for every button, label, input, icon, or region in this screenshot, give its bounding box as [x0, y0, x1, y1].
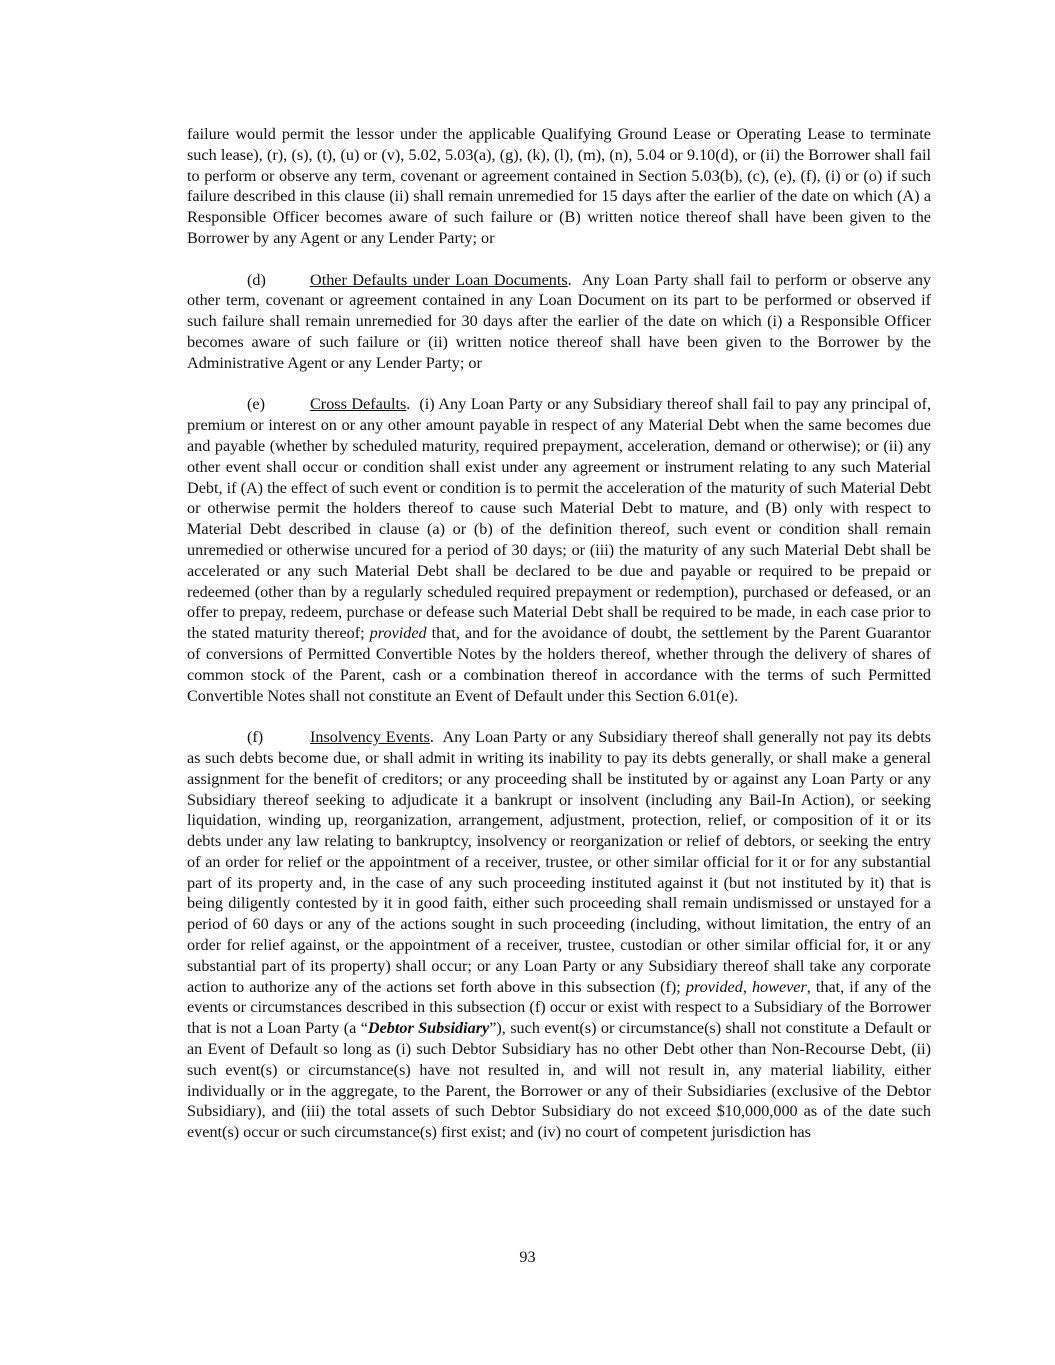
document-body	[187, 124, 931, 1164]
section-heading: Insolvency Events	[310, 728, 430, 747]
paragraph-text: that, and for the avoidance of doubt, the settlement by the Parent Guarantor of conversions of Permitted Convertible Notes by the holders thereof, whether through the delivery of shares of common stock of the Parent, cash or a combination thereof in accordance with the terms of such Permitted Convertible Notes shall not constitute an Event of Default under this Section 6.01(e).	[187, 624, 931, 705]
italic-term: provided	[369, 624, 427, 643]
punctuation: ,	[742, 977, 747, 996]
page-number: 93	[519, 1248, 536, 1266]
section-heading: Cross Defaults	[310, 395, 407, 414]
paragraph-text: ”), such event(s) or circumstance(s) shall not constitute a Default or an Event of Default so long as (i) such Debtor Subsidiary has no other Debt other than Non-Recourse Debt, (ii) such event(s) or circumstance(s) have not resulted in, and will not result in, any material liability, either individually or in the aggregate, to the Parent, the Borrower or any of their Subsidiaries (exclusive of the Debtor Subsidiary), and (iii) the total assets of such Debtor Subsidiary do not exceed $10,000,000 as of the date such event(s) occur or such circumstance(s) first exist; and (iv) no court of competent jurisdiction has	[187, 1019, 931, 1142]
paragraph-text: Any Loan Party or any Subsidiary thereof shall generally not pay its debts as such debts become due, or shall admit in writing its inability to pay its debts generally, or shall make a general assignment for the benefit of creditors; or any proceeding shall be instituted by or against any Loan Party or any Subsidiary thereof seeking to adjudicate it a bankrupt or insolvent (including any Bail-In Action), or seeking liquidation, winding up, reorganization, arrangement, adjustment, protection, relief, or composition of it or its debts under any law relating to bankruptcy, insolvency or reorganization or relief of debtors, or seeking the entry of an order for relief or the appointment of a receiver, trustee, or other similar official for it or for any substantial part of its property and, in the case of any such proceeding instituted against it (but not instituted by it) that is being diligently contested by it in good faith, either such proceeding shall remain undismissed or unstayed for a period of 60 days or any of the actions sought in such proceeding (including, without limitation, the entry of an order for relief against, or the appointment of a receiver, trustee, custodian or other similar official for, it or any substantial part of its property) shall occur; or any Loan Party or any Subsidiary thereof shall take any corporate action to authorize any of the actions set forth above in this subsection (f);	[187, 728, 932, 996]
section-heading: Other Defaults under Loan Documents	[310, 270, 568, 289]
italic-term: however	[751, 977, 807, 996]
paragraph-text: failure would permit the lessor under the applicable Qualifying Ground Lease or Operating Lease to terminate such lease), (r), (s), (t), (u) or (v), 5.02, 5.03(a), (g), (k), (l), (m), (n), 5.04 or 9.10(d), or (ii) the Borrower shall fail to perform or observe any term, covenant or agreement contained in Section 5.03(b), (c), (e), (f), (i) or (o) if such failure described in this clause (ii) shall remain unremedied for 15 days after the earlier of the date on which (A) a Responsible Officer becomes aware of such failure or (B) written notice thereof shall have been given to the Borrower by any Agent or any Lender Party; or	[187, 125, 931, 247]
paragraph-f: (f) Insolvency Events. Any Loan Party or any Subsidiary thereof shall generally not pay its debts as such debts become due, or shall admit in writing its inability to pay its debts generally, or shall make a general assignment for the benefit of creditors; or any proceeding shall be instituted by or against any Loan Party or any Subsidiary thereof seeking to adjudicate it a bankrupt or insolvent (including any Bail-In Action), or seeking liquidation, winding up, reorganization, arrangement, adjustment, protection, relief, or composition of it or its debts under any law relating to bankruptcy, insolvency or reorganization or relief of debtors, or seeking the entry of an order for relief or the appointment of a receiver, trustee, or other similar official for it or for any substantial part of its property and, in the case of any such proceeding instituted against it (but not instituted by it) that is being diligently contested by it in good faith, either such proceeding shall remain undismissed or unstayed for a period of 60 days or any of the actions sought in such proceeding (including, without limitation, the entry of an order for relief against, or the appointment of a receiver, trustee, custodian or other similar official for, it or any substantial part of its property) shall occur; or any Loan Party or any Subsidiary thereof shall take any corporate action to authorize any of the actions set forth above in this subsection (f); provided, however, that, if any of the events or circumstances described in this subsection (f) occur or exist with respect to a Subsidiary of the Borrower that is not a Loan Party (a “Debtor Subsidiary”), such event(s) or circumstance(s) shall not constitute a Default or an Event of Default so long as (i) such Debtor Subsidiary has no other Debt other than Non-Recourse Debt, (ii) such event(s) or circumstance(s) have not resulted in, and will not result in, any material liability, either individually or in the aggregate, to the Parent, the Borrower or any of their Subsidiaries (exclusive of the Debtor Subsidiary), and (iii) the total assets of such Debtor Subsidiary do not exceed $10,000,000 as of the date such event(s) occur or such circumstance(s) first exist; and (iv) no court of competent jurisdiction has	[187, 728, 932, 1142]
paragraph-number: (f)	[247, 728, 264, 747]
defined-term: Debtor Subsidiary	[367, 1019, 490, 1038]
italic-term: provided	[685, 977, 743, 996]
paragraph-number: (e)	[247, 395, 265, 414]
paragraph-text: (i) Any Loan Party or any Subsidiary thereof shall fail to pay any principal of, premium or interest on or any other amount payable in respect of any Material Debt when the same becomes due and payable (whether by scheduled maturity, required prepayment, acceleration, demand or otherwise); or (ii) any other event shall occur or condition shall exist under any agreement or instrument relating to any such Material Debt, if (A) the effect of such event or condition is to permit the acceleration of the maturity of such Material Debt or otherwise permit the holders thereof to cause such Material Debt to mature, and (B) only with respect to Material Debt described in clause (a) or (b) of the definition thereof, such event or condition shall remain unremedied or otherwise uncured for a period of 30 days; or (iii) the maturity of any such Material Debt shall be accelerated or any such Material Debt shall be declared to be due and payable or required to be prepaid or redeemed (other than by a regularly scheduled required prepayment or redemption), purchased or defeased, or an offer to prepay, redeem, purchase or defease such Material Debt shall be required to be made, in each case prior to the stated maturity thereof;	[187, 395, 932, 643]
paragraph-number: (d)	[247, 270, 266, 289]
paragraph-e: (e) Cross Defaults. (i) Any Loan Party or any Subsidiary thereof shall fail to pay any principal of, premium or interest on or any other amount payable in respect of any Material Debt when the same becomes due and payable (whether by scheduled maturity, required prepayment, acceleration, demand or otherwise); or (ii) any other event shall occur or condition shall exist under any agreement or instrument relating to any such Material Debt, if (A) the effect of such event or condition is to permit the acceleration of the maturity of such Material Debt or otherwise permit the holders thereof to cause such Material Debt to mature, and (B) only with respect to Material Debt described in clause (a) or (b) of the definition thereof, such event or condition shall remain unremedied or otherwise uncured for a period of 30 days; or (iii) the maturity of any such Material Debt shall be accelerated or any such Material Debt shall be declared to be due and payable or required to be prepaid or redeemed (other than by a regularly scheduled required prepayment or redemption), purchased or defeased, or an offer to prepay, redeem, purchase or defease such Material Debt shall be required to be made, in each case prior to the stated maturity thereof; provided that, and for the avoidance of doubt, the settlement by the Parent Guarantor of conversions of Permitted Convertible Notes by the holders thereof, whether through the delivery of shares of common stock of the Parent, cash or a combination thereof in accordance with the terms of such Permitted Convertible Notes shall not constitute an Event of Default under this Section 6.01(e).	[187, 395, 932, 705]
paragraph-d: (d) Other Defaults under Loan Documents. Any Loan Party shall fail to perform or observe any other term, covenant or agreement contained in any Loan Document on its part to be performed or observed if such failure shall remain unremedied for 30 days after the earlier of the date on which (i) a Responsible Officer becomes aware of such failure or (ii) written notice thereof shall have been given to the Borrower by the Administrative Agent or any Lender Party; or	[187, 270, 932, 372]
paragraph-c-continuation	[187, 124, 931, 249]
paragraph-text: Any Loan Party shall fail to perform or observe any other term, covenant or agreement contained in any Loan Document on its part to be performed or observed if such failure shall remain unremedied for 30 days after the earlier of the date on which (i) a Responsible Officer becomes aware of such failure or (ii) written notice thereof shall have been given to the Borrower by the Administrative Agent or any Lender Party; or	[187, 270, 932, 372]
paragraph-text: , that, if any of the events or circumstances described in this subsection (f) occur or exist with respect to a Subsidiary of the Borrower that is not a Loan Party (a “	[187, 977, 932, 1038]
